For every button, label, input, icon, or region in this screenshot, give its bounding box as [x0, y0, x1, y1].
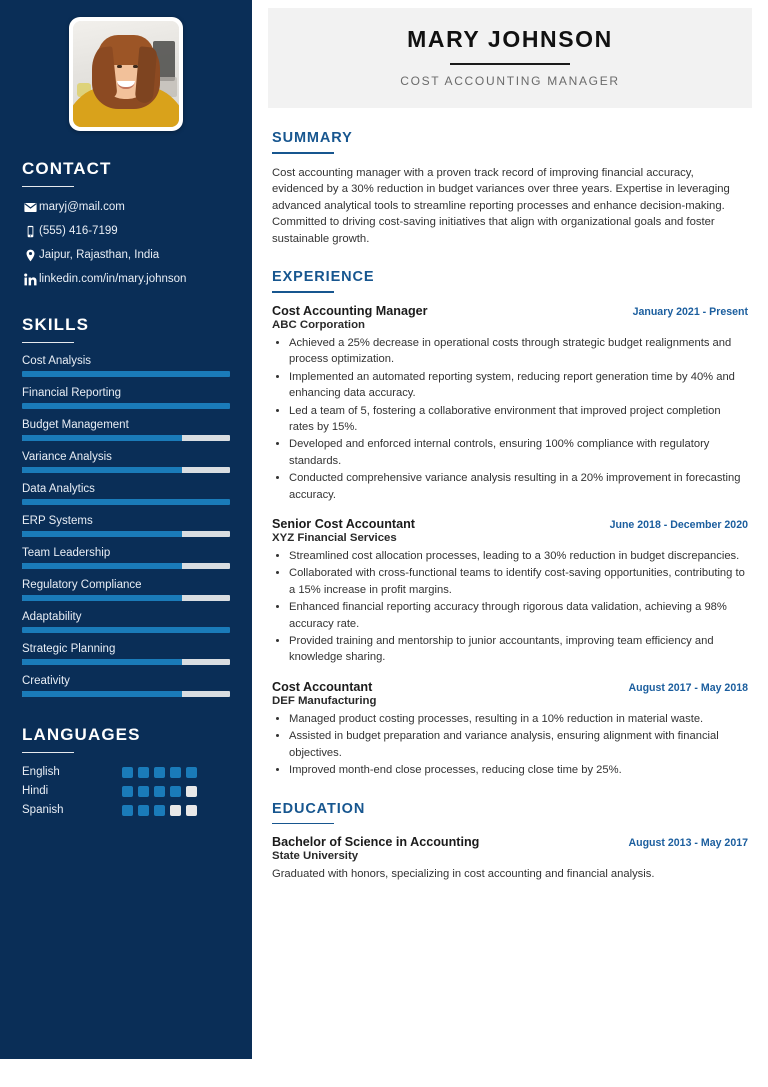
- bullet-item: • Streamlined cost allocation processes, leading to a 30% reduction in budget discrepancies.: [289, 548, 748, 564]
- skill-item: [22, 611, 230, 633]
- skill-fill: [22, 659, 182, 665]
- skill-track: [22, 403, 230, 409]
- skill-track: [22, 499, 230, 505]
- contact-linkedin-value: linkedin.com/in/mary.johnson: [39, 273, 187, 285]
- job-company: XYZ Financial Services: [272, 532, 397, 545]
- job-title: Cost Accounting Manager: [272, 303, 428, 318]
- job-bullets: [272, 335, 748, 503]
- school-name: State University: [272, 850, 359, 862]
- skill-fill: [22, 531, 182, 537]
- level-dot-filled: [154, 767, 165, 778]
- level-dot-filled: [154, 805, 165, 816]
- contact-section: [0, 159, 252, 287]
- contact-location-value: Jaipur, Rajasthan, India: [39, 249, 160, 261]
- job-title: Senior Cost Accountant: [272, 517, 415, 532]
- skill-item: [22, 547, 230, 569]
- bullet-item: • Managed product costing processes, resulting in a 10% reduction in material waste.: [289, 711, 748, 727]
- contact-list: [22, 200, 230, 287]
- bullet-item: • Enhanced financial reporting accuracy through rigorous data validation, achieving a 98% accuracy rate.: [289, 599, 748, 632]
- experience-entry-header: [272, 304, 748, 318]
- job-bullets: [272, 711, 748, 779]
- experience-heading-rule: [272, 291, 334, 293]
- education-heading-rule: [272, 823, 334, 825]
- experience-entry: [272, 517, 748, 666]
- skill-track: [22, 595, 230, 601]
- contact-email-value: maryj@mail.com: [39, 201, 125, 213]
- education-entry: [272, 835, 748, 882]
- experience-entry-header: [272, 680, 748, 694]
- summary-heading: SUMMARY: [272, 130, 353, 146]
- level-dot-filled: [138, 786, 149, 797]
- skill-fill: [22, 435, 182, 441]
- contact-item-location[interactable]: [22, 248, 230, 263]
- language-level-dots: [122, 767, 197, 778]
- skill-track: [22, 627, 230, 633]
- skill-item: [22, 675, 230, 697]
- photo-eye-left: [117, 65, 122, 68]
- level-dot-filled: [122, 786, 133, 797]
- language-label: Spanish: [22, 804, 64, 816]
- contact-phone-value: (555) 416-7199: [39, 225, 118, 237]
- bullet-item: • Developed and enforced internal controls, ensuring 100% compliance with regulatory standards.: [289, 436, 748, 469]
- experience-section: [272, 269, 748, 778]
- main-column: [252, 0, 768, 1087]
- languages-list: [22, 766, 230, 816]
- languages-heading-rule: [22, 752, 74, 753]
- education-entry-header: [272, 835, 748, 849]
- languages-heading: LANGUAGES: [22, 725, 141, 744]
- job-dates: August 2017 - May 2018: [628, 681, 748, 694]
- page-title: MARY JOHNSON: [407, 26, 613, 52]
- job-company: ABC Corporation: [272, 318, 366, 331]
- level-dot-empty: [186, 805, 197, 816]
- education-section: [272, 801, 748, 883]
- skill-track: [22, 691, 230, 697]
- level-dot-filled: [154, 786, 165, 797]
- main-content: [252, 130, 768, 882]
- job-dates: January 2021 - Present: [632, 305, 748, 318]
- summary-section: [272, 130, 748, 247]
- skill-track: [22, 435, 230, 441]
- skill-fill: [22, 403, 230, 409]
- skill-fill: [22, 467, 182, 473]
- contact-item-linkedin[interactable]: [22, 272, 230, 287]
- summary-heading-rule: [272, 152, 334, 154]
- phone-icon: [22, 224, 39, 238]
- bullet-item: • Improved month-end close processes, reducing close time by 25%.: [289, 762, 748, 778]
- skills-list: [22, 355, 230, 697]
- envelope-icon: [22, 200, 39, 214]
- job-company: DEF Manufacturing: [272, 694, 377, 707]
- languages-section: [0, 725, 252, 816]
- skill-fill: [22, 691, 182, 697]
- education-description: Graduated with honors, specializing in cost accounting and financial analysis.: [272, 868, 655, 880]
- language-item: [22, 766, 230, 778]
- job-title: Cost Accountant: [272, 679, 373, 694]
- skill-item: [22, 643, 230, 665]
- skill-track: [22, 531, 230, 537]
- skill-track: [22, 659, 230, 665]
- contact-heading: CONTACT: [22, 159, 112, 178]
- skills-heading: SKILLS: [22, 315, 90, 334]
- level-dot-empty: [170, 805, 181, 816]
- skill-track: [22, 563, 230, 569]
- skill-fill: [22, 499, 230, 505]
- skill-label: Variance Analysis: [22, 451, 112, 463]
- name-band: [268, 8, 752, 108]
- skill-item: [22, 579, 230, 601]
- skill-item: [22, 387, 230, 409]
- experience-entry: [272, 680, 748, 779]
- language-item: [22, 785, 230, 797]
- profile-photo-frame: [69, 17, 183, 131]
- language-item: [22, 804, 230, 816]
- level-dot-filled: [122, 805, 133, 816]
- skill-fill: [22, 563, 182, 569]
- location-pin-icon: [22, 248, 39, 262]
- bullet-item: • Led a team of 5, fostering a collaborative environment that improved project completion rates by 15%.: [289, 403, 748, 436]
- skill-fill: [22, 627, 230, 633]
- name-divider: [450, 63, 570, 65]
- skill-fill: [22, 371, 230, 377]
- bullet-item: • Implemented an automated reporting system, reducing report generation time by 40% and enhancing data accuracy.: [289, 369, 748, 402]
- experience-heading: EXPERIENCE: [272, 269, 375, 286]
- level-dot-filled: [186, 767, 197, 778]
- job-role-subtitle: COST ACCOUNTING MANAGER: [400, 74, 620, 88]
- level-dot-filled: [170, 767, 181, 778]
- skill-track: [22, 371, 230, 377]
- level-dot-filled: [138, 805, 149, 816]
- level-dot-empty: [186, 786, 197, 797]
- bullet-item: • Assisted in budget preparation and variance analysis, ensuring alignment with financial objectives.: [289, 728, 748, 761]
- level-dot-filled: [170, 786, 181, 797]
- skill-item: [22, 515, 230, 537]
- sidebar: [0, 0, 252, 1059]
- level-dot-filled: [138, 767, 149, 778]
- contact-item-phone[interactable]: [22, 224, 230, 239]
- skill-item: [22, 483, 230, 505]
- profile-photo: [73, 21, 179, 127]
- language-level-dots: [122, 805, 197, 816]
- skill-item: [22, 355, 230, 377]
- degree-title: Bachelor of Science in Accounting: [272, 835, 480, 849]
- skill-label: Cost Analysis: [22, 355, 92, 367]
- summary-text: Cost accounting manager with a proven track record of improving financial accuracy, evidenced by a 30% reduction in budget variances over three years. Expertise in leveraging advanced analytical tools to streamline reporting processes and enhance decision-making. Committed to driving cost-saving initiatives that align with organizational goals and foster sustainable growth.: [272, 166, 730, 245]
- linkedin-icon: [22, 272, 39, 286]
- skill-label: Financial Reporting: [22, 387, 122, 399]
- skill-item: [22, 419, 230, 441]
- bullet-item: • Collaborated with cross-functional teams to identify cost-saving opportunities, contributing to a 15% increase in profit margins.: [289, 565, 748, 598]
- skill-track: [22, 467, 230, 473]
- skill-label: Budget Management: [22, 419, 129, 431]
- language-level-dots: [122, 786, 197, 797]
- education-heading: EDUCATION: [272, 800, 366, 817]
- language-label: English: [22, 766, 60, 778]
- education-dates: August 2013 - May 2017: [628, 837, 748, 849]
- bullet-item: • Provided training and mentorship to junior accountants, improving team efficiency and knowledge sharing.: [289, 633, 748, 666]
- contact-item-email[interactable]: [22, 200, 230, 215]
- bullet-item: • Conducted comprehensive variance analysis resulting in a 20% improvement in forecasting accuracy.: [289, 470, 748, 503]
- language-label: Hindi: [22, 785, 49, 797]
- experience-entry: [272, 304, 748, 503]
- skill-label: Adaptability: [22, 611, 82, 623]
- skill-label: Strategic Planning: [22, 643, 116, 655]
- skill-label: Data Analytics: [22, 483, 95, 495]
- skill-label: Creativity: [22, 675, 70, 687]
- photo-eye-right: [133, 65, 138, 68]
- skill-item: [22, 451, 230, 473]
- skill-fill: [22, 595, 182, 601]
- skill-label: Team Leadership: [22, 547, 111, 559]
- job-dates: June 2018 - December 2020: [609, 519, 748, 532]
- job-bullets: [272, 548, 748, 666]
- contact-heading-rule: [22, 186, 74, 187]
- skill-label: Regulatory Compliance: [22, 579, 142, 591]
- bullet-item: • Achieved a 25% decrease in operational costs through strategic budget realignments and process optimization.: [289, 335, 748, 368]
- skills-section: [0, 315, 252, 697]
- skill-label: ERP Systems: [22, 515, 93, 527]
- skills-heading-rule: [22, 342, 74, 343]
- level-dot-filled: [122, 767, 133, 778]
- experience-entry-header: [272, 517, 748, 531]
